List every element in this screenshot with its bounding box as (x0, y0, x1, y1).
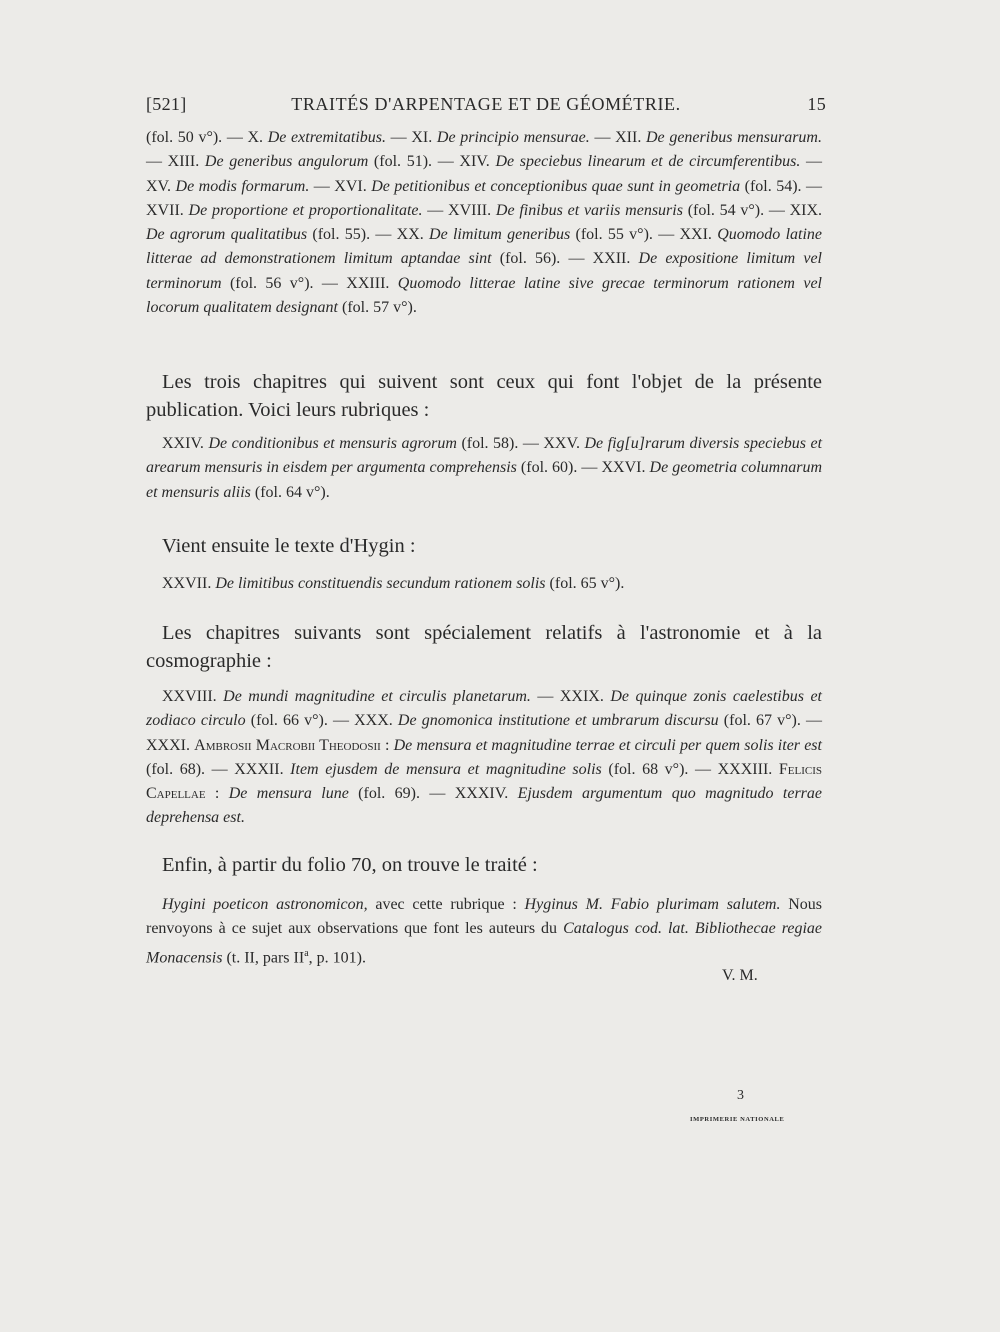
chapter-title: Quomodo litterae latine sive grecae terminorum rationem vel locorum qualitatem designant (146, 274, 823, 317)
author-name: Felicis Capellae (146, 760, 822, 803)
chapter-title: Item ejusdem de mensura et magnitudine solis (290, 760, 602, 778)
chapter-title: De modis formarum. (175, 177, 310, 195)
chapter-title: De petitionibus et conceptionibus quae sunt in geometria (371, 177, 741, 195)
text-run: XXVII. (162, 575, 216, 592)
text-run: (fol. 54 v°). — XIX. (682, 201, 823, 219)
text-run: — XVI. (309, 177, 372, 195)
chapter-title: Quomodo latine litterae ad demonstrationem limitum aptandae sint (146, 226, 823, 268)
text-run: (fol. 60). — XXVI. (516, 459, 650, 477)
printer-imprint: IMPRIMERIE NATIONALE (690, 1116, 785, 1123)
chapter-title: De limitibus constituendis secundum rationem solis (215, 575, 546, 592)
author-name: Ambrosii Macrobii Theodosii (194, 736, 381, 754)
text-run: Nous renvoyons à ce sujet aux observations que font les auteurs du (146, 896, 823, 938)
text-run: (fol. 55 v°). — XXI. (570, 226, 718, 244)
chapter-list-paragraph-3 (146, 572, 822, 596)
text-run: (fol. 56 v°). — XXIII. (221, 274, 398, 292)
work-title: Hygini poeticon astronomicon, (162, 896, 368, 913)
chapter-title: De agrorum qualitatibus (146, 226, 308, 244)
text-run: (fol. 68 v°). — XXXIII. (601, 760, 779, 778)
chapter-title: De extremitatibus. (267, 129, 387, 146)
text-run: — XI. (386, 129, 437, 146)
chapter-title: De mensura et magnitudine terrae et circuli per quem solis iter est (393, 736, 822, 754)
chapter-title: De limitum generibus (429, 226, 571, 244)
intro-paragraph-4: Les chapitres suivants sont spécialement relatifs à l'astronomie et à la cosmographie : (146, 622, 822, 672)
text-run: avec cette rubrique : (367, 896, 525, 913)
chapter-title: De speciebus linearum et de circumferentibus. (495, 153, 801, 171)
text-run: XXIV. (162, 435, 209, 452)
text-run: (fol. 65 v°). (545, 575, 625, 592)
text-run: (fol. 68). — XXXII. (146, 760, 291, 778)
intro-paragraph-5: Enfin, à partir du folio 70, on trouve le traité : (162, 854, 538, 876)
text-run: : (205, 785, 229, 803)
chapter-title: De geometria columnarum et mensuris aliis (146, 459, 823, 501)
text-run: — XIII. (146, 153, 205, 171)
chapter-title: De mensura lune (228, 785, 349, 803)
text-run: (fol. 55). — XX. (307, 226, 430, 244)
text-run: (fol. 58). — XXV. (456, 435, 585, 452)
chapter-title: De quinque zonis caelestibus et zodiaco circulo (146, 688, 822, 730)
text-run: — XVIII. (422, 201, 496, 219)
text-run: (t. II, pars II (222, 948, 305, 966)
chapter-title: De generibus angulorum (204, 153, 369, 171)
text-run: (fol. 67 v°). — XXXI. (146, 712, 823, 754)
chapter-title: De generibus mensurarum. (646, 129, 822, 146)
chapter-list-paragraph-1 (146, 126, 822, 320)
text-run: — XXIX. (530, 688, 611, 705)
text-run: (fol. 56). — XXII. (491, 250, 639, 268)
chapter-title: De conditionibus et mensuris agrorum (208, 435, 457, 452)
superscript: a (304, 947, 309, 959)
chapter-title: De expositione limitum vel terminorum (146, 250, 823, 292)
chapter-title: De proportione et proportionalitate. (188, 201, 423, 219)
chapter-list-paragraph-4 (146, 685, 822, 831)
text-run: : (380, 736, 394, 754)
text-run: (fol. 54). — XVII. (146, 177, 823, 219)
header-title: TRAITÉS D'ARPENTAGE ET DE GÉOMÉTRIE. (291, 94, 681, 114)
text-run: XXVIII. (162, 688, 224, 705)
intro-paragraph-3: Vient ensuite le texte d'Hygin : (162, 535, 416, 557)
chapter-title: De fig[u]rarum diversis speciebus et arearum mensuris in eisdem per argumenta comprehensis (146, 435, 823, 477)
text-run: , p. 101). (308, 948, 366, 966)
text-run: (fol. 66 v°). — XXX. (245, 712, 398, 730)
chapter-title: Ejusdem argumentum quo magnitudo terrae deprehensa est. (146, 785, 822, 827)
chapter-list-paragraph-2 (146, 432, 822, 505)
text-run: — XII. (589, 129, 646, 146)
chapter-title: De principio mensurae. (436, 129, 590, 146)
chapter-title: De finibus et variis mensuris (495, 201, 683, 219)
catalog-title: Catalogus cod. lat. Bibliothecae regiae Monacensis (146, 920, 823, 966)
text-run: (fol. 69). — XXXIV. (348, 785, 518, 803)
text-run: (fol. 51). — XIV. (368, 153, 496, 171)
signature: V. M. (722, 967, 758, 984)
treatise-paragraph (146, 893, 822, 970)
text-run: (fol. 64 v°). (250, 483, 330, 501)
running-head (146, 94, 826, 120)
text-run: — XV. (146, 153, 823, 195)
header-page-ref: [521] (146, 94, 187, 114)
text-run: (fol. 57 v°). (337, 299, 417, 317)
rubric-text: Hyginus M. Fabio plurimam salutem. (524, 896, 781, 913)
chapter-title: De gnomonica institutione et umbrarum discursu (397, 712, 719, 730)
signature-folio: 3 (737, 1088, 744, 1103)
header-page-number: 15 (807, 94, 826, 114)
text-run: (fol. 50 v°). — X. (146, 129, 268, 146)
chapter-title: De mundi magnitudine et circulis planetarum. (223, 688, 531, 705)
intro-paragraph-2: Les trois chapitres qui suivent sont ceux qui font l'objet de la présente publication. Voici leurs rubriques : (146, 371, 822, 421)
